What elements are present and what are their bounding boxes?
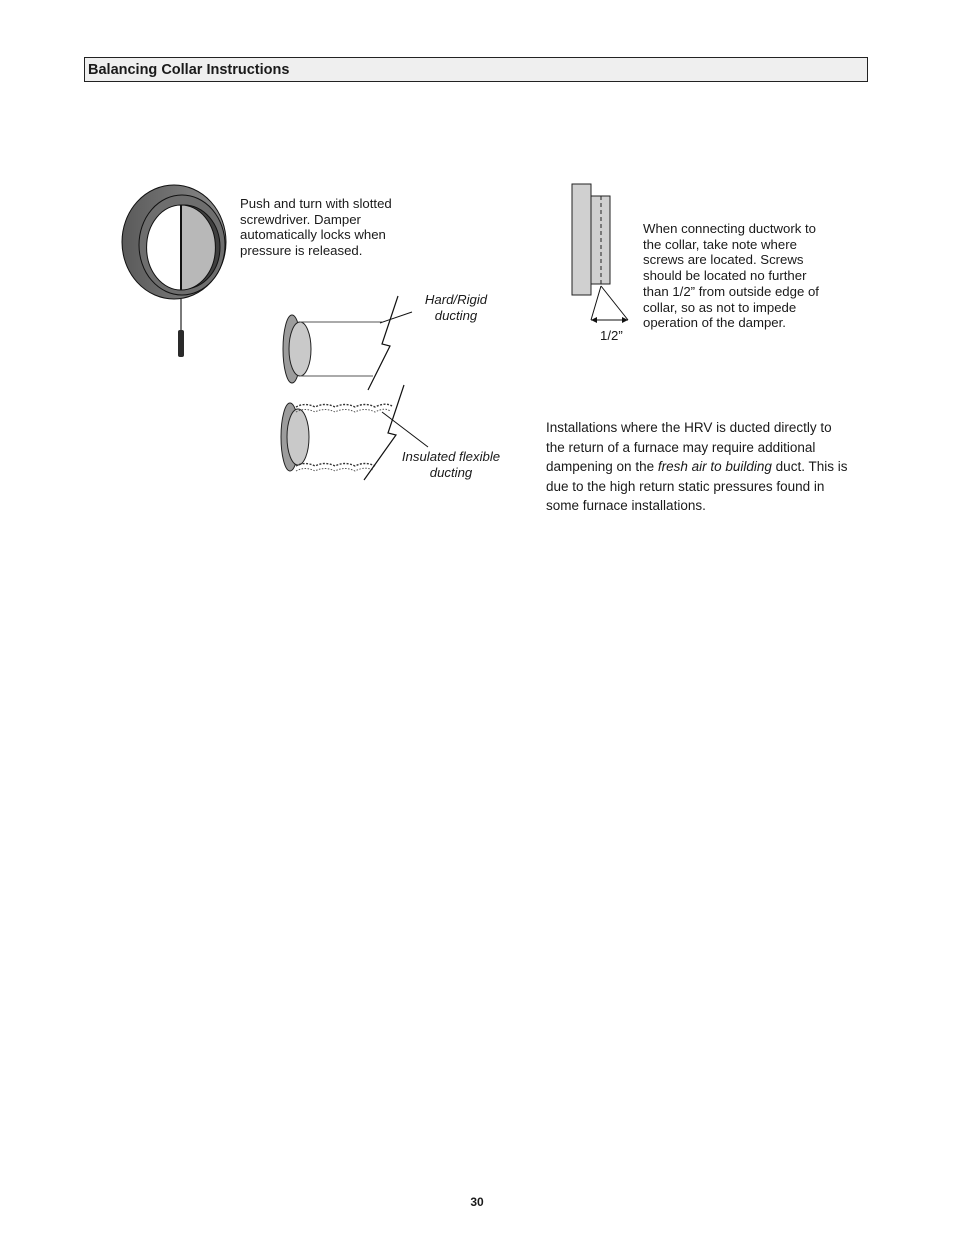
dimension-label: 1/2” <box>600 328 623 343</box>
flexible-ducting-label: Insulated flexible ducting <box>401 449 501 480</box>
collar-outer-ring <box>122 185 226 299</box>
screw-caption: When connecting ductwork to the collar, take note where screws are located. Screws should be located no further than 1/2” from outside edge of collar, so as not to impede operation of the damper. <box>643 221 819 331</box>
note-text-before: Installations where the HRV is ducted directly to the return of a furnace may require additional dampening on the <box>546 420 832 474</box>
section-header <box>84 57 868 82</box>
screwdriver-handle <box>178 330 184 357</box>
note-text-after: duct. This is due to the high return static pressures found in some furnace installations. <box>546 459 848 513</box>
note-emphasis: fresh air to building <box>657 459 772 474</box>
damper-right-half <box>181 205 215 290</box>
collar-caption: Push and turn with slotted screwdriver. Damper automatically locks when pressure is released. <box>240 196 392 259</box>
furnace-note <box>546 418 851 516</box>
dimension-leader-left <box>591 286 601 320</box>
rigid-leader-line <box>380 312 412 323</box>
collar-section-outer <box>572 184 591 295</box>
dimension-leader-right <box>601 286 628 320</box>
collar-inner-rim <box>148 205 220 289</box>
rigid-break-line <box>368 296 398 390</box>
rigid-collar-flange <box>283 315 301 383</box>
flex-leader-line <box>382 412 428 447</box>
flex-collar-flange <box>281 403 299 471</box>
flex-duct-bottom <box>296 464 375 467</box>
section-title: Balancing Collar Instructions <box>88 62 290 78</box>
rigid-ducting-label: Hard/Rigid ducting <box>424 292 488 323</box>
damper-left-half <box>147 205 181 290</box>
flex-duct-top <box>296 404 392 407</box>
collar-front-rim <box>139 195 225 295</box>
collar-section-inner <box>591 196 610 284</box>
page-number: 30 <box>470 1195 484 1209</box>
